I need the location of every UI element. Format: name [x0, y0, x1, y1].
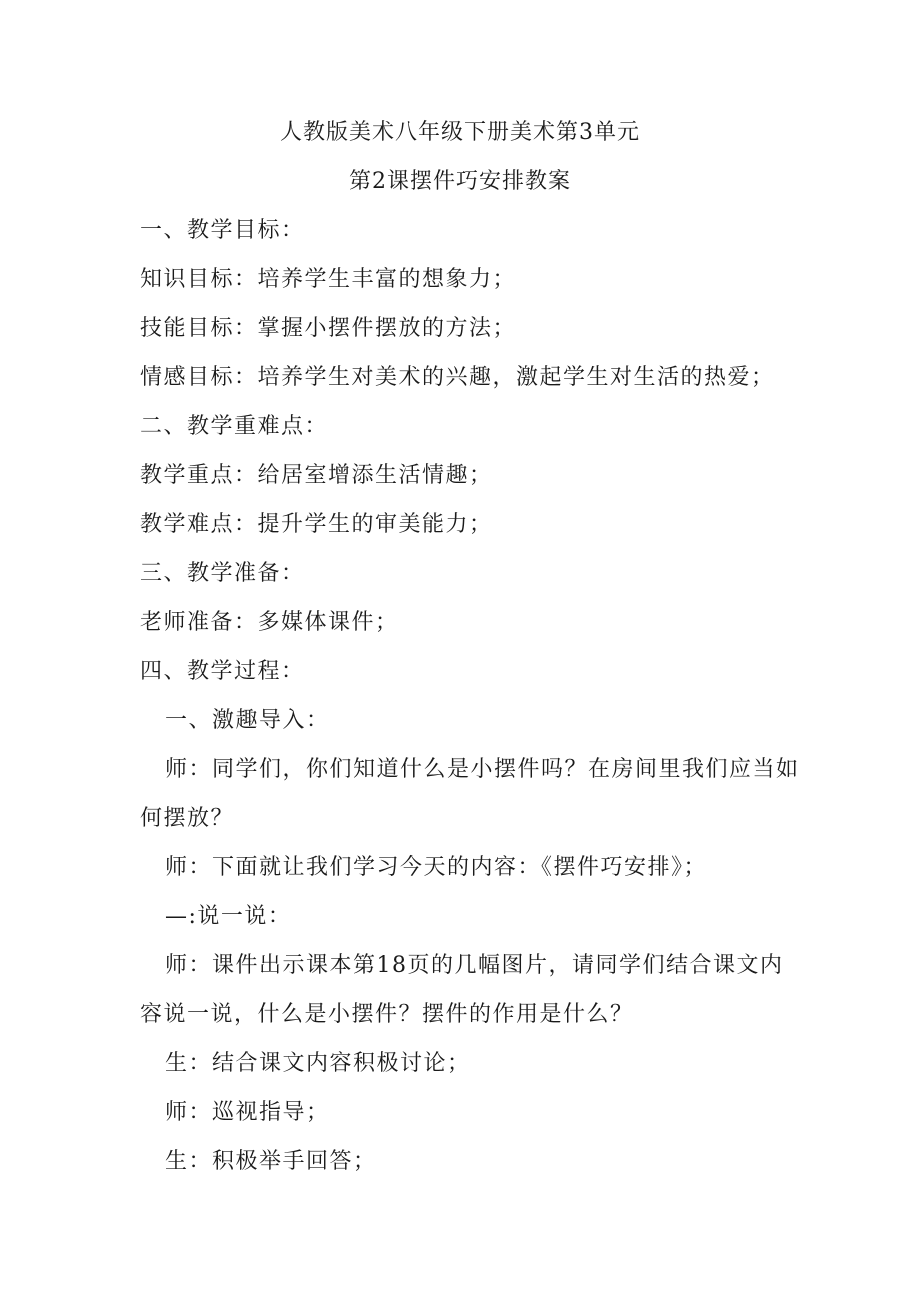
paragraph-skill-objective: 技能目标：掌握小摆件摆放的方法； [140, 316, 517, 341]
paragraph-teacher-guide: 师：巡视指导； [165, 1100, 330, 1125]
paragraph-teacher-slides-line-1: 师：课件出示课本第18页的几幅图片，请同学们结合课文内 [165, 953, 784, 978]
paragraph-student-answer: 生：积极举手回答； [165, 1149, 377, 1174]
section-heading-key-points: 二、教学重难点： [140, 414, 329, 439]
paragraph-emotion-objective: 情感目标：培养学生对美术的兴趣，激起学生对生活的热爱； [140, 365, 775, 390]
paragraph-teacher-preparation: 老师准备：多媒体课件； [140, 610, 399, 635]
subheading-introduction: 一、激趣导入： [165, 708, 330, 733]
paragraph-teacher-slides-line-2: 容说一说，什么是小摆件？摆件的作用是什么？ [140, 1002, 634, 1027]
paragraph-teacher-question-line-2: 何摆放？ [140, 806, 235, 831]
document-title-line-1: 人教版美术八年级下册美术第3单元 [280, 120, 640, 145]
section-heading-preparation: 三、教学准备： [140, 561, 305, 586]
paragraph-teacher-intro-lesson: 师：下面就让我们学习今天的内容：《摆件巧安排》； [165, 855, 708, 880]
paragraph-student-discuss: 生：结合课文内容积极讨论； [165, 1051, 471, 1076]
paragraph-teacher-question-line-1: 师：同学们，你们知道什么是小摆件吗？在房间里我们应当如 [165, 757, 800, 782]
document-title-line-2: 第2课摆件巧安排教案 [349, 169, 571, 194]
paragraph-key-point: 教学重点：给居室增添生活情趣； [140, 463, 493, 488]
subheading-discussion: —:说一说： [165, 904, 292, 929]
section-heading-process: 四、教学过程： [140, 659, 305, 684]
paragraph-knowledge-objective: 知识目标：培养学生丰富的想象力； [140, 267, 517, 292]
section-heading-objectives: 一、教学目标： [140, 218, 305, 243]
paragraph-difficult-point: 教学难点：提升学生的审美能力； [140, 512, 493, 537]
